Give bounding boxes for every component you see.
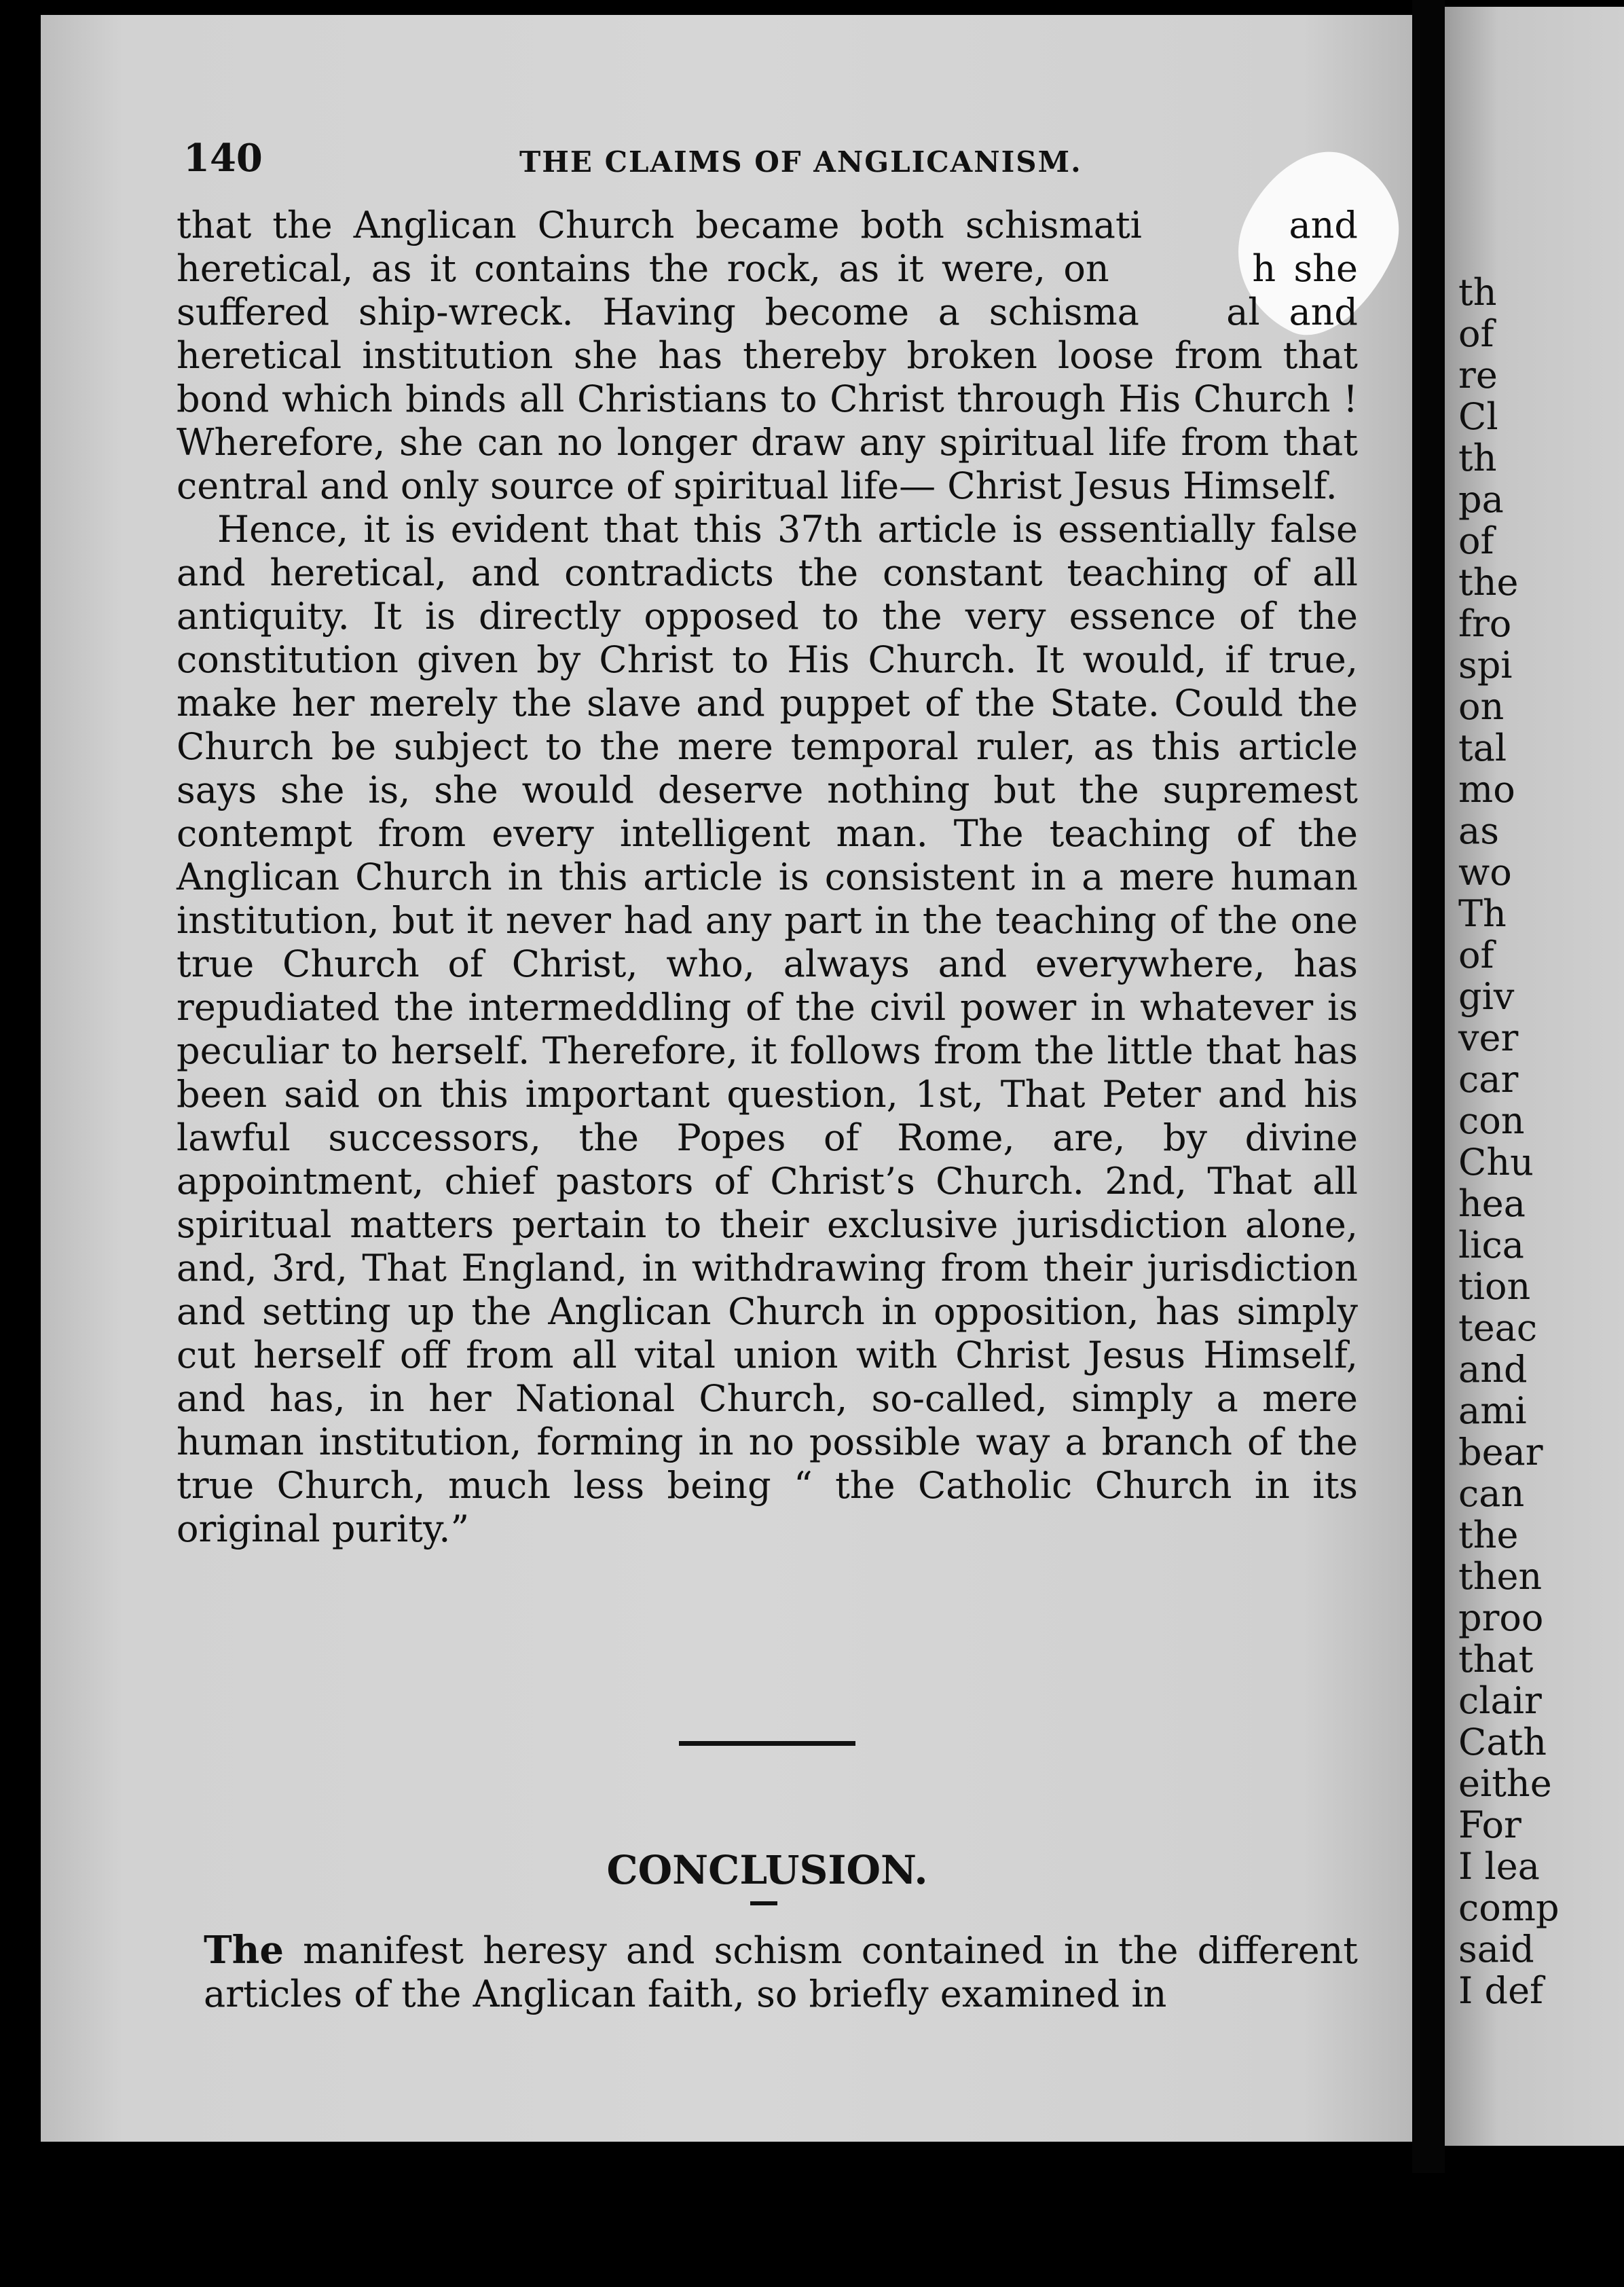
facing-page-line: tion [1458, 1265, 1531, 1308]
facing-page-line: that [1458, 1638, 1534, 1681]
facing-page-line: I lea [1458, 1845, 1540, 1888]
facing-page-line: Chu [1458, 1141, 1534, 1184]
conclusion-underline [750, 1901, 777, 1905]
facing-page-line: of [1458, 934, 1494, 976]
running-title: THE CLAIMS OF ANGLICANISM. [519, 145, 1082, 179]
facing-page-line: bear [1458, 1431, 1543, 1474]
facing-page-line: the [1458, 1514, 1519, 1556]
facing-page-line: I def [1458, 1969, 1544, 2012]
facing-page-line: spi [1458, 644, 1513, 687]
facing-page-line: fro [1458, 602, 1512, 645]
conclusion-text: manifest heresy and schism contained in the different articles of the Anglican faith, so briefly examined in [204, 1929, 1358, 2015]
facing-page-line: the [1458, 561, 1519, 604]
facing-page-line: Th [1458, 892, 1507, 935]
facing-page-line: car [1458, 1058, 1519, 1101]
book-gutter [1412, 0, 1445, 2173]
conclusion-paragraph [204, 1928, 1358, 2016]
facing-page-line: Cath [1458, 1721, 1547, 1763]
paragraph-hence: Hence, it is evident that this 37th article is essentially false and heretical, and contradicts the constant teaching of all antiquity. It is directly opposed to the very essence of the constitution given by Christ to His Church. It would, if true, make her merely the slave and puppet of the State. Could the Church be subject to the mere temporal ruler, as this article says she is, she would deserve nothing but the supremest contempt from every intelligent man. The teaching of the Anglican Church in this article is consistent in a mere human institution, but it never had any part in the teaching of the one true Church of Christ, who, always and everywhere, has repudiated the intermeddling of the civil power in whatever is peculiar to herself. Therefore, it follows from the little that has been said on this important question, 1st, That Peter and his lawful successors, the Popes of Rome, are, by divine appointment, chief pastors of Christ’s Church. 2nd, That all spiritual matters pertain to their exclusive jurisdiction alone, and, 3rd, That England, in withdrawing from their jurisdiction and setting up the Anglican Church in opposition, has simply cut herself off from all vital union with Christ Jesus Himself, and has, in her National Church, so-called, simply a mere human institution, forming in no possible way a branch of the true Church, much less being “ the Catholic Church in its original purity.” [177, 508, 1358, 1550]
facing-page-line: then [1458, 1555, 1543, 1598]
facing-page-line: proo [1458, 1596, 1544, 1639]
paragraph-continuation: that the Anglican Church became both schismati and heretical, as it contains the rock, as it were, on h she suffered ship-wreck. Having become a schisma al and heretical institution she has thereby broken loose from that bond which binds all Christians to Christ through His Church ! Wherefore, she can no longer draw any spiritual life from that central and only source of spiritual life— Christ Jesus Himself. [177, 204, 1358, 507]
facing-page-line: re [1458, 354, 1498, 397]
facing-page-line: mo [1458, 768, 1515, 811]
section-divider-rule [679, 1741, 855, 1746]
conclusion-first-word: The [204, 1928, 284, 1973]
facing-page-line: For [1458, 1804, 1521, 1846]
facing-page-line: of [1458, 312, 1494, 355]
facing-page-line: clair [1458, 1679, 1542, 1722]
facing-page-line: ami [1458, 1389, 1527, 1432]
facing-page-line: hea [1458, 1182, 1526, 1225]
facing-page-line: teac [1458, 1306, 1538, 1349]
page-number: 140 [183, 136, 263, 181]
facing-page-line: on [1458, 685, 1505, 728]
facing-page-line: can [1458, 1472, 1525, 1515]
facing-page-line: ver [1458, 1017, 1519, 1059]
facing-page-line: giv [1458, 975, 1515, 1018]
facing-page-line: comp [1458, 1886, 1560, 1929]
conclusion-heading: CONCLUSION. [606, 1847, 928, 1893]
facing-page-line: wo [1458, 851, 1512, 894]
facing-page-line: pa [1458, 478, 1504, 521]
facing-page-line: and [1458, 1348, 1528, 1391]
facing-page-line: as [1458, 809, 1499, 852]
facing-page-line: lica [1458, 1224, 1524, 1266]
facing-page-line: Cl [1458, 395, 1498, 438]
facing-page-line: th [1458, 271, 1497, 314]
facing-page-line: eithe [1458, 1762, 1552, 1805]
facing-page-line: th [1458, 437, 1497, 479]
main-text [177, 204, 1358, 1551]
facing-page-fragments [1458, 272, 1560, 2011]
facing-page [1445, 7, 1624, 2146]
running-head [183, 136, 1365, 190]
facing-page-line: said [1458, 1928, 1534, 1971]
facing-page-line: tal [1458, 727, 1507, 769]
facing-page-line: con [1458, 1099, 1525, 1142]
facing-page-line: of [1458, 519, 1494, 562]
